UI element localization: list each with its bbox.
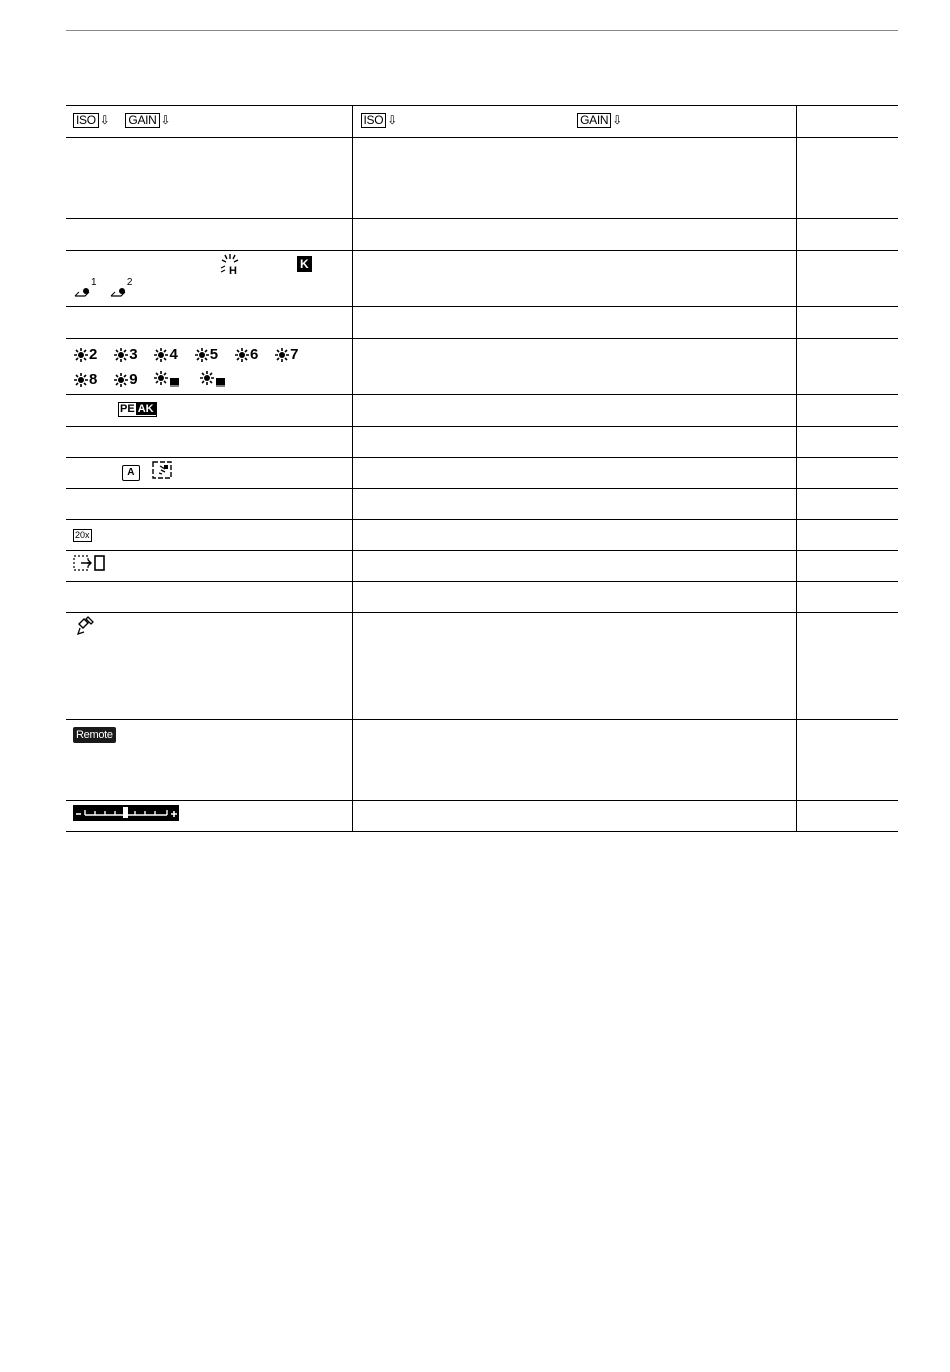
description-cell xyxy=(352,138,796,219)
page-cell xyxy=(796,720,898,801)
icon-reference-table xyxy=(66,105,898,832)
custom-wb-2-icon xyxy=(109,276,135,298)
icon-cell xyxy=(66,395,352,427)
icon-cell xyxy=(66,520,352,551)
page-cell xyxy=(796,307,898,339)
icon-cell xyxy=(66,582,352,613)
description-cell xyxy=(352,458,796,489)
gain-label: GAIN xyxy=(577,113,611,128)
page-cell xyxy=(796,339,898,395)
exposure-scale-icon xyxy=(73,805,185,826)
description-cell xyxy=(352,395,796,427)
table-row xyxy=(66,219,898,251)
zoom-20x-icon: 20x xyxy=(75,530,90,540)
custom-2-number: 2 xyxy=(126,277,133,288)
table-row xyxy=(66,106,898,138)
crop-to-frame-icon xyxy=(73,554,109,577)
iso-label: ISO xyxy=(73,113,99,128)
description-cell xyxy=(352,551,796,582)
icon-cell xyxy=(66,613,352,720)
table-row xyxy=(66,720,898,801)
description-cell xyxy=(352,427,796,458)
backlight-icon xyxy=(152,461,172,484)
preset-user-1-icon xyxy=(153,368,183,392)
icon-cell xyxy=(66,307,352,339)
preset-user-2-icon xyxy=(199,368,229,392)
auto-scene-icon: A xyxy=(122,465,140,481)
page-cell xyxy=(796,251,898,307)
icon-cell xyxy=(66,551,352,582)
custom-1-number: 1 xyxy=(91,277,97,288)
peaking-icon xyxy=(118,402,157,417)
preset-icon: 3 xyxy=(113,343,137,367)
description-cell xyxy=(352,106,796,138)
page-cell xyxy=(796,138,898,219)
description-cell xyxy=(352,251,796,307)
gain-label: GAIN xyxy=(125,113,159,128)
custom-wb-1-icon xyxy=(73,276,99,298)
page-cell xyxy=(796,219,898,251)
peaking-label-right: AK xyxy=(137,402,154,415)
table-row xyxy=(66,613,898,720)
table-row xyxy=(66,427,898,458)
peaking-label-left: PE xyxy=(120,402,135,415)
table-row xyxy=(66,395,898,427)
page-cell xyxy=(796,613,898,720)
table-row xyxy=(66,458,898,489)
icon-cell xyxy=(66,427,352,458)
icon-cell xyxy=(66,106,352,138)
icon-cell xyxy=(66,219,352,251)
page-cell xyxy=(796,520,898,551)
preset-icon: 6 xyxy=(234,343,258,367)
preset-icon: 9 xyxy=(113,368,137,392)
table-row xyxy=(66,489,898,520)
icon-cell xyxy=(66,801,352,832)
svg-text:H: H xyxy=(229,265,237,276)
preset-icon: 7 xyxy=(274,343,298,367)
table-row xyxy=(66,251,898,307)
page-cell xyxy=(796,106,898,138)
description-cell xyxy=(352,720,796,801)
description-cell xyxy=(352,582,796,613)
page-cell xyxy=(796,551,898,582)
page-cell xyxy=(796,801,898,832)
description-cell xyxy=(352,520,796,551)
iso-label: ISO xyxy=(361,113,387,128)
table-row xyxy=(66,138,898,219)
gain-limit-icon: GAIN ⇩ xyxy=(125,110,170,130)
page-cell xyxy=(796,458,898,489)
icon-cell xyxy=(66,251,352,307)
icon-cell xyxy=(66,720,352,801)
iso-limit-icon: ISO ⇩ xyxy=(361,110,398,130)
preset-icon: 2 xyxy=(73,343,97,367)
icon-cell xyxy=(66,458,352,489)
kelvin-icon: K xyxy=(297,256,312,272)
table-row xyxy=(66,551,898,582)
description-cell xyxy=(352,613,796,720)
remote-icon: Remote xyxy=(73,727,116,743)
table-row xyxy=(66,339,898,395)
iso-limit-icon: ISO ⇩ xyxy=(73,110,110,130)
table-row xyxy=(66,801,898,832)
page-cell xyxy=(796,427,898,458)
table-row xyxy=(66,307,898,339)
page-cell xyxy=(796,395,898,427)
description-cell xyxy=(352,489,796,520)
page-cell xyxy=(796,582,898,613)
table-row xyxy=(66,520,898,551)
description-cell xyxy=(352,801,796,832)
icon-cell xyxy=(66,489,352,520)
preset-icon: 8 xyxy=(73,368,97,392)
table-row xyxy=(66,582,898,613)
header-rule xyxy=(66,30,898,31)
description-cell xyxy=(352,339,796,395)
icon-cell xyxy=(66,339,352,395)
highlight-priority-icon xyxy=(219,254,243,281)
gain-limit-icon: GAIN ⇩ xyxy=(577,110,622,130)
description-cell xyxy=(352,219,796,251)
icon-cell xyxy=(66,138,352,219)
description-cell xyxy=(352,307,796,339)
preset-icon: 4 xyxy=(153,343,177,367)
gps-satellite-icon xyxy=(77,616,95,641)
preset-icon: 5 xyxy=(194,343,218,367)
page-cell xyxy=(796,489,898,520)
